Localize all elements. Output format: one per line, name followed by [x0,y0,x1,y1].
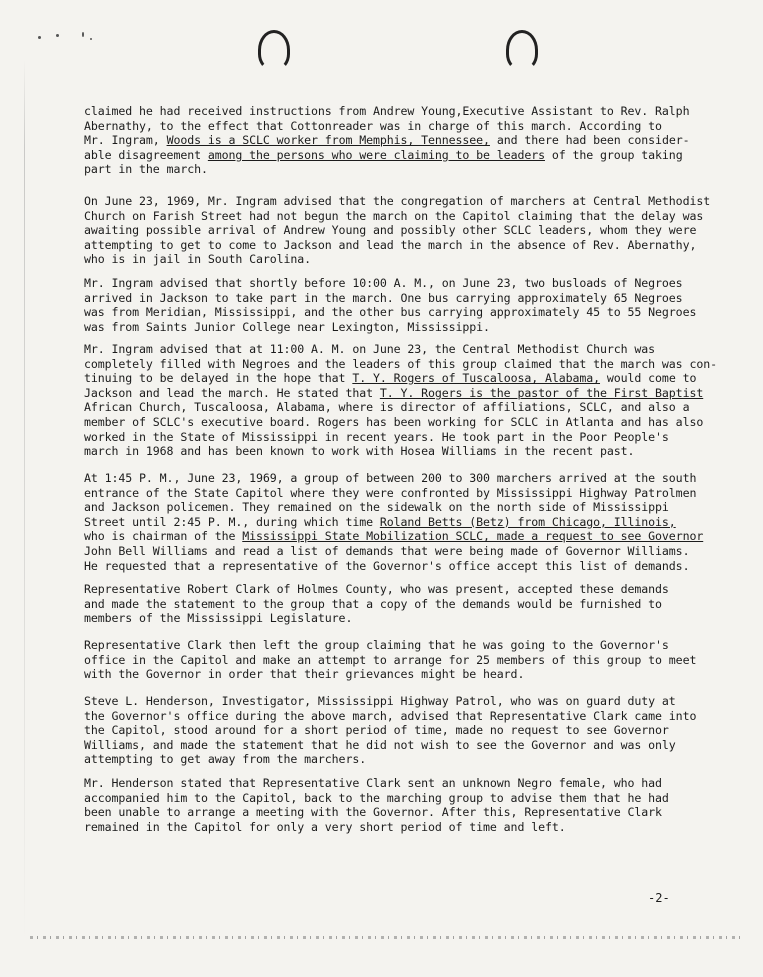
underlined-phrase: Mississippi State Mobilization SCLC, made a request to see Governor [242,529,704,544]
underlined-phrase: Woods is a SCLC worker from Memphis, Tennessee, [166,133,490,148]
underlined-phrase: among the persons who were claiming to be leaders [207,147,545,162]
paragraph-1: claimed he had received instructions from Andrew Young,Executive Assistant to Rev. Ralph Abernathy, to the effect that Cottonreader was in charge of this march. According to Mr. Ingram, Woods is a SCLC worker from Memphis, Tennessee, and there had been consider- able disagreement among the persons who were claiming to be leaders of the group taking part in the march. [84,104,690,177]
scan-specks [34,30,114,44]
punch-hole-left-icon [258,30,290,70]
underlined-phrase: T. Y. Rogers of Tuscaloosa, Alabama, [352,371,601,386]
underlined-phrase: T. Y. Rogers is the pastor of the First Baptist [379,385,704,400]
underlined-phrase: Roland Betts (Betz) from Chicago, Illinois, [379,514,676,529]
margin-shadow [24,60,25,940]
paragraph-2: On June 23, 1969, Mr. Ingram advised that the congregation of marchers at Central Methodist Church on Farish Street had not begun the march on the Capitol claiming that the delay was awaiting possible arrival of Andrew Young and possibly other SCLC leaders, whom they were attempting to get to come to Jackson and lead the march in the absence of Rev. Abernathy, who is in jail in South Carolina. [84,194,711,267]
scan-edge-noise [30,936,740,939]
paragraph-8: Steve L. Henderson, Investigator, Mississippi Highway Patrol, who was on guard duty at the Governor's office during the above march, advised that Representative Clark came into the Capitol, stood around for a short period of time, made no request to see Governor Williams, and made the statement that he did not wish to see the Governor and was only attempting to get away from the marchers. [84,694,697,767]
paragraph-9: Mr. Henderson stated that Representative Clark sent an unknown Negro female, who had accompanied him to the Capitol, back to the marching group to advise them that he had been unable to arrange a meeting with the Governor. After this, Representative Clark remained in the Capitol for only a very short period of time and left. [84,776,669,834]
paragraph-6: Representative Robert Clark of Holmes County, who was present, accepted these demands and made the statement to the group that a copy of the demands would be furnished to members of the Mississippi Legislature. [84,582,669,626]
punch-hole-right-icon [506,30,538,70]
paragraph-4: Mr. Ingram advised that at 11:00 A. M. on June 23, the Central Methodist Church was completely filled with Negroes and the leaders of this group claimed that the march was con- tinuing to be delayed in the hope that T. Y. Rogers of Tuscaloosa, Alabama, would come to Jackson and lead the march. He stated that T. Y. Rogers is the pastor of the First Baptist African Church, Tuscaloosa, Alabama, where is director of affiliations, SCLC, and also a member of SCLC's executive board. Rogers has been working for SCLC in Atlanta and has also worked in the State of Mississippi in recent years. He took part in the Poor People's march in 1968 and has been known to work with Hosea Williams in the recent past. [84,342,717,459]
paragraph-5: At 1:45 P. M., June 23, 1969, a group of between 200 to 300 marchers arrived at the south entrance of the State Capitol where they were confronted by Mississippi Highway Patrolmen and Jackson policemen. They remained on the sidewalk on the north side of Mississippi Street until 2:45 P. M., during which time Roland Betts (Betz) from Chicago, Illinois, who is chairman of the Mississippi State Mobilization SCLC, made a request to see Governor John Bell Williams and read a list of demands that were being made of Governor Williams. He requested that a representative of the Governor's office accept this list of demands. [84,471,704,573]
page-number: -2- [648,891,670,905]
paragraph-7: Representative Clark then left the group claiming that he was going to the Governor's office in the Capitol and make an attempt to arrange for 25 members of this group to meet with the Governor in order that their grievances might be heard. [84,638,697,682]
paragraph-3: Mr. Ingram advised that shortly before 10:00 A. M., on June 23, two busloads of Negroes arrived in Jackson to take part in the march. One bus carrying approximately 65 Negroes was from Meridian, Mississippi, and the other bus carrying approximately 45 to 55 Negroes was from Saints Junior College near Lexington, Mississippi. [84,276,697,334]
